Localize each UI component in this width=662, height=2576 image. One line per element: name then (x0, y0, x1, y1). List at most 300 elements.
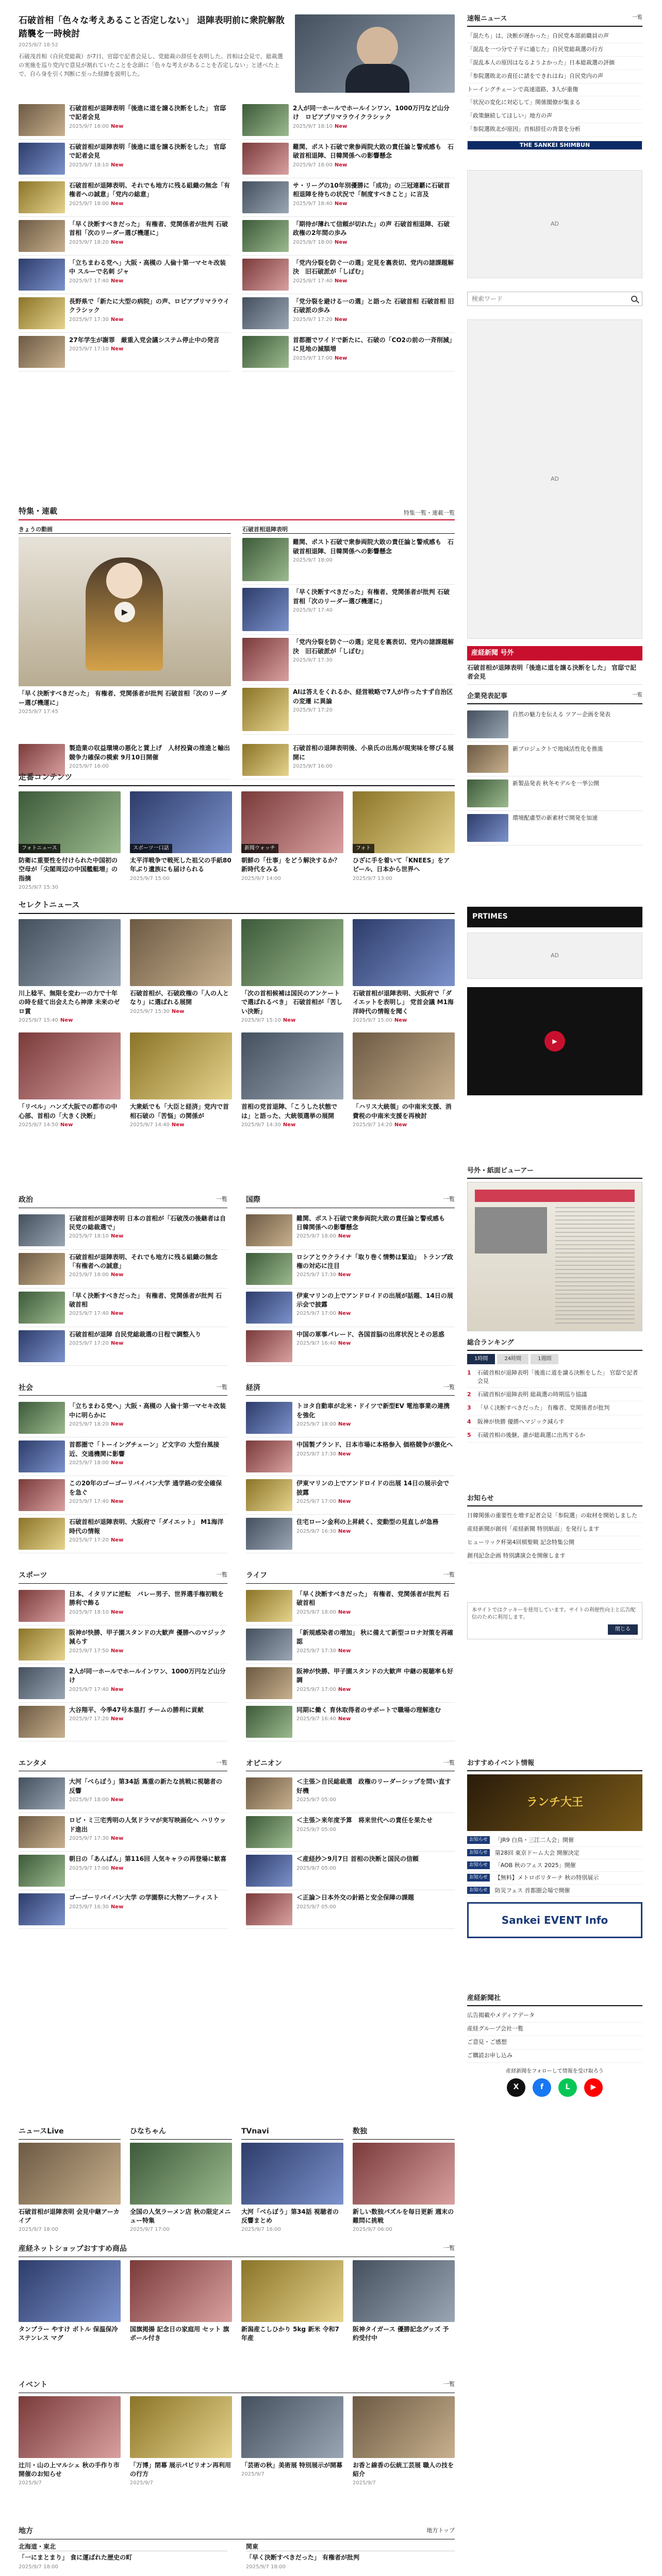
list-item[interactable] (246, 1890, 455, 1929)
section-more[interactable]: 一覧 (216, 1571, 227, 1579)
thumbnail[interactable] (246, 1292, 292, 1324)
play-icon[interactable]: ▶ (114, 602, 135, 622)
list-item[interactable] (246, 1664, 455, 1703)
list-item[interactable] (242, 635, 455, 685)
list-item[interactable] (242, 217, 455, 256)
partner-photo[interactable] (19, 2143, 121, 2205)
thumbnail[interactable] (19, 1816, 65, 1848)
list-item[interactable] (19, 1515, 227, 1553)
list-item[interactable] (19, 1774, 227, 1813)
thumbnail[interactable] (242, 259, 289, 291)
rank-title[interactable]: 石破首相が退陣表明「後進に道を譲る決断をした」 官邸で記者会見 (477, 1369, 638, 1384)
partner-item-title[interactable]: 石破首相が退陣表明 会見中継アーカイブ (19, 2208, 120, 2224)
thumbnail[interactable] (246, 1590, 292, 1622)
search-input[interactable] (468, 292, 626, 306)
list-item[interactable] (242, 256, 455, 294)
card-title[interactable]: 石破首相が、石破政権の「人の人となり」に選ばれる展開 (130, 990, 229, 1006)
youtube-icon[interactable]: ▶ (584, 2078, 603, 2097)
event-photo[interactable] (19, 2396, 121, 2458)
thumbnail[interactable] (19, 1214, 65, 1246)
thumbnail[interactable] (19, 1629, 65, 1660)
item-title[interactable]: 伊東マリンの上でアンドロイドの出展が話題、14日の展示会で披露 (296, 1292, 453, 1308)
item-title[interactable]: 石破首相が退陣表明、それでも地方に残る組織の無念「有権者への誠意」「党内の総意」 (69, 182, 230, 198)
thumbnail[interactable] (19, 1440, 65, 1472)
product-photo[interactable] (353, 2260, 455, 2322)
item-title[interactable]: ＜主張＞来年度予算 将来世代への責任を果たせ (296, 1817, 433, 1824)
thumbnail[interactable] (246, 1402, 292, 1434)
notice-item[interactable]: 日韓関係の重要性を増す記者会見「参院選」の取材を開始しました (467, 1510, 642, 1523)
special-video-photo[interactable] (19, 537, 231, 686)
partner-item-title[interactable]: 新しい数独パズルを毎日更新 週末の難問に挑戦 (353, 2208, 454, 2224)
item-title[interactable]: 石破首相が退陣表明、大阪府で「ダイエット」 M1海洋時代の情報 (69, 1518, 224, 1535)
item-title[interactable]: 阪神が快勝、甲子園スタンドの大歓声 中継の視聴率も好調 (296, 1667, 454, 1684)
item-title[interactable]: 中国の軍事パレード、各国首脳の出席状況とその思惑 (296, 1330, 444, 1338)
item-title[interactable]: 製造業の収益環境の悪化と賃上げ 人材投資の推進と輸出競争力確保の模索 9月10日開催 (69, 744, 230, 761)
video-banner[interactable]: PRTIMES (467, 907, 642, 927)
thumbnail[interactable] (242, 638, 289, 681)
event-card[interactable] (353, 2396, 455, 2487)
partner-title[interactable]: TVnavi (241, 2127, 269, 2136)
notice-item[interactable]: 産経新聞が創刊「産経新聞 特別紙面」を発行します (467, 1523, 642, 1536)
event-card-title[interactable]: 辻川・山の上マルシェ 秋の手作り市 開催のお知らせ (19, 2461, 120, 2478)
thumbnail[interactable] (19, 1402, 65, 1434)
item-title[interactable]: 難関、ポスト石破で衆参両院大敗の責任論と警戒感も 日韓関係への影響懸念 (296, 1214, 452, 1231)
list-item[interactable] (19, 1399, 227, 1437)
biz-text[interactable]: 環境配慮型の新素材で開発を加速 (512, 814, 598, 821)
card-title[interactable]: 「ハリス大統領」の中南米支援、消費税の中南米支援を再検討 (353, 1103, 452, 1120)
shop-card[interactable] (241, 2260, 343, 2343)
notice-item[interactable]: 創刊記念企画 特別講演会を開催します (467, 1550, 642, 1563)
thumbnail[interactable] (19, 1893, 65, 1925)
thumbnail[interactable] (246, 1518, 292, 1550)
thumbnail[interactable] (246, 1816, 292, 1848)
biz-item[interactable] (467, 811, 642, 845)
list-item[interactable] (19, 256, 231, 294)
partner-photo[interactable] (353, 2143, 455, 2205)
item-title[interactable]: 「党分裂を避ける一の選」と語った 石破首相 石破首相 旧石破派の歩み (293, 298, 454, 314)
facebook-icon[interactable]: f (533, 2078, 551, 2097)
thumbnail[interactable] (246, 1629, 292, 1660)
card[interactable] (19, 919, 121, 1024)
line-icon[interactable]: L (558, 2078, 577, 2097)
thumbnail[interactable] (246, 1330, 292, 1362)
event-card[interactable] (130, 2396, 232, 2487)
ranking-tab[interactable]: 1週間 (531, 1354, 558, 1364)
thumbnail[interactable] (19, 1590, 65, 1622)
rank-title[interactable]: 石破首相の後継、誰が総裁選に出馬するか (477, 1432, 585, 1439)
list-item[interactable] (246, 1852, 455, 1890)
biz-item[interactable] (467, 742, 642, 776)
list-item[interactable] (246, 1774, 455, 1813)
list-item[interactable] (246, 1289, 455, 1327)
list-item[interactable] (19, 1703, 227, 1741)
thumbnail[interactable] (19, 336, 65, 368)
card-title[interactable]: 「リベル」ハンズ大阪での都市の中心部、首相の「大きく決断」 (19, 1103, 118, 1120)
item-title[interactable]: 首都圏で「トーイングチェーン」ど文字の 大型台風接近、交通機関に影響 (69, 1441, 220, 1458)
section-more[interactable]: 一覧 (216, 1383, 227, 1391)
notice-item[interactable]: ヒューリック杯第4回棋聖戦 記念特集公開 (467, 1536, 642, 1550)
card-title[interactable]: 防衛に重要性を付けられた中国初の空母が「尖閣周辺の中国艦艇増」の指摘 (19, 857, 118, 882)
breaking-item[interactable]: 「状況の変化に対応して」関係閣僚が集まる (467, 96, 642, 110)
list-item[interactable] (246, 1625, 455, 1664)
item-title[interactable]: 石破首相が退陣表明「後進に道を譲る決断をした」 官邸で記者会見 (69, 143, 226, 160)
thumbnail[interactable] (19, 104, 65, 136)
list-item[interactable] (242, 685, 455, 735)
product-photo[interactable] (241, 2260, 343, 2322)
item-title[interactable]: ロシアとウクライナ「取り巻く情勢は緊迫」 トランプ政権の対応に注目 (296, 1253, 453, 1269)
list-item[interactable] (246, 1327, 455, 1366)
card-photo[interactable] (130, 791, 232, 853)
biz-item[interactable] (467, 776, 642, 811)
thumbnail[interactable] (19, 1667, 65, 1699)
breaking-item[interactable]: トーイングチェーンで高速道路、3人が重傷 (467, 83, 642, 97)
region-name[interactable]: 関東 (246, 2543, 455, 2552)
item-title[interactable]: この20年のゴーゴーリバイバン大学 通学路の安全確保を急ぐ (69, 1480, 222, 1496)
event-text[interactable]: 「JR9 白鳥・三江二人会」開催 (494, 1837, 574, 1844)
biz-thumbnail[interactable] (467, 710, 508, 738)
item-title[interactable]: サ・リーグの10年別優勝に「成功」の三冠連覇に石破首相退陣を待ちの状況で「制度すべきこと」に言及 (293, 182, 450, 198)
item-title[interactable]: 石破首相が退陣 自民党総裁選の日程で調整入り (69, 1330, 202, 1338)
item-title[interactable]: ＜正論＞日本外交の針路と安全保障の課題 (296, 1894, 415, 1902)
list-item[interactable] (246, 1476, 455, 1515)
section-more[interactable]: 一覧 (443, 1759, 455, 1766)
list-item[interactable] (19, 1852, 227, 1890)
section-more[interactable]: 一覧 (443, 1383, 455, 1391)
event-info-banner[interactable]: Sankei EVENT Info (467, 1902, 642, 1938)
event-item[interactable] (467, 1834, 642, 1846)
lead-title[interactable]: 石破首相「色々な考えあること否定しない」 退陣表明前に衆院解散踏襲を一時検討 (19, 15, 285, 39)
thumbnail[interactable] (242, 104, 289, 136)
card[interactable] (19, 1032, 121, 1129)
corp-link[interactable]: 産経グループ会社一覧 (467, 2023, 642, 2036)
rank-title[interactable]: 阪神が快勝 優勝へマジック減らす (477, 1418, 565, 1425)
special-more-link[interactable]: 特集一覧・連載一覧 (404, 509, 455, 516)
item-title[interactable]: 同期に働く 育休取得者のサポートで職場の理解進む (296, 1706, 441, 1714)
cookie-close-button[interactable]: 閉じる (608, 1624, 638, 1635)
ranking-tab[interactable]: 24時間 (497, 1354, 528, 1364)
corp-link[interactable]: ご購読お申し込み (467, 2049, 642, 2063)
rank-title[interactable]: 「早く決断すべきだった」 有権者、党関係者が批判 (477, 1404, 610, 1412)
thumbnail[interactable] (246, 1440, 292, 1472)
thumbnail[interactable] (246, 1893, 292, 1925)
breaking-item[interactable]: 「混たち」は、決断が遅かった」自民党本部前職員の声 (467, 30, 642, 43)
list-item[interactable] (246, 1703, 455, 1741)
list-item[interactable] (19, 101, 231, 140)
list-item[interactable] (19, 333, 231, 371)
card[interactable] (130, 791, 232, 891)
search-icon[interactable] (626, 292, 642, 306)
thumbnail[interactable] (19, 1777, 65, 1809)
list-item[interactable] (19, 1587, 227, 1625)
region-name[interactable]: 北海道・東北 (19, 2543, 227, 2552)
list-item[interactable] (19, 294, 231, 333)
item-title[interactable]: 伊東マリンの上でアンドロイドの出展 14日の展示会で披露 (296, 1480, 450, 1496)
list-item[interactable] (246, 1515, 455, 1553)
special-left-title[interactable]: 「早く決断すべきだった」 有権者、党関係者が批判 石破首相「次のリーダー選び機運に」 (19, 690, 227, 706)
card-photo[interactable] (241, 791, 343, 853)
list-item[interactable] (246, 1250, 455, 1289)
event-text[interactable]: 「AOB 秋のフェス 2025」開催 (494, 1861, 576, 1869)
event-more[interactable]: 一覧 (443, 2381, 455, 2387)
list-item[interactable] (246, 1211, 455, 1250)
thumbnail[interactable] (242, 588, 289, 631)
item-title[interactable]: 長野県で「新たに大型の病院」の声、ロピアプリマラウイクラシック (69, 298, 229, 314)
list-item[interactable] (19, 1813, 227, 1852)
item-title[interactable]: ロビ・ミ三宅秀明の人気ドラマが実写映画化へ ハリウッド進出 (69, 1817, 226, 1833)
card-title[interactable]: 太平洋戦争で戦死した祖父の手紙80年ぶり遺族にも届けられる (130, 857, 231, 873)
item-title[interactable]: 「立ちまわる党へ」大阪・高槻の 人倫十第一マセキ改装中 スルーで名刺 ジャ (69, 259, 226, 276)
product-title[interactable]: タンブラー やすけ ボトル 保温保冷 ステンレス マグ (19, 2325, 118, 2342)
thumbnail[interactable] (242, 143, 289, 175)
card-title[interactable]: 石破首相が退陣表明、大阪府で「ダイエットを表明し」 党首会議 M1海洋時代の情報を聞く (353, 990, 454, 1015)
item-title[interactable]: 難関、ポスト石破で衆参両院大敗の責任論と警戒感も 石破首相退陣、日韓関係への影響懸念 (293, 538, 454, 555)
card-title[interactable]: 首相の党首退陣、「こうした状態では」と語った、大統領選挙の展開 (241, 1103, 338, 1120)
event-photo[interactable] (241, 2396, 343, 2458)
card-photo[interactable] (353, 791, 455, 853)
event-item[interactable] (467, 1847, 642, 1859)
thumbnail[interactable] (19, 220, 65, 252)
section-more[interactable]: 一覧 (216, 1196, 227, 1202)
section-more[interactable]: 一覧 (443, 1571, 455, 1579)
card[interactable] (353, 919, 455, 1024)
ranking-item[interactable] (467, 1366, 642, 1388)
biz-thumbnail[interactable] (467, 745, 508, 773)
list-item[interactable] (242, 294, 455, 333)
biz-text[interactable]: 新製品発表 秋冬モデルを一挙公開 (512, 779, 599, 787)
card-photo[interactable] (241, 1032, 343, 1099)
ranking-tab[interactable]: 1時間 (467, 1354, 495, 1364)
item-title[interactable]: 石破首相が退陣表明「後進に道を譲る決断をした」 官邸で記者会見 (69, 105, 226, 121)
thumbnail[interactable] (246, 1777, 292, 1809)
shop-card[interactable] (19, 2260, 121, 2343)
card-photo[interactable] (241, 919, 343, 986)
thumbnail[interactable] (242, 220, 289, 252)
list-item[interactable] (19, 1476, 227, 1515)
thumbnail[interactable] (19, 1479, 65, 1511)
product-photo[interactable] (130, 2260, 232, 2322)
card-title[interactable]: 「次の首相候補は国民のアンケートで選ばれるべき」 石破首相が「苦しい決断」 (241, 990, 343, 1015)
list-item[interactable] (19, 178, 231, 217)
shop-card[interactable] (130, 2260, 232, 2343)
thumbnail[interactable] (19, 143, 65, 175)
breaking-item[interactable]: 「参院選敗北が原因」首相辞任の背景を分析 (467, 123, 642, 137)
breaking-item[interactable]: 「混乱本人の原因はなるようよかった」日本総裁選の評価 (467, 57, 642, 70)
item-title[interactable]: 「党内分裂を防ぐ一の選」定見を裏表切、党内の諸課題解決 旧石破派が「しぼむ」 (293, 259, 454, 276)
lead-photo[interactable] (295, 14, 455, 93)
list-item[interactable] (242, 178, 455, 217)
list-item[interactable] (242, 140, 455, 178)
thumbnail[interactable] (242, 297, 289, 329)
card-photo[interactable] (353, 919, 455, 986)
thumbnail[interactable] (242, 336, 289, 368)
event-card-title[interactable]: 「芸術の秋」美術展 特別展示が開幕 (241, 2461, 343, 2469)
card[interactable] (130, 1032, 232, 1129)
list-item[interactable] (246, 1437, 455, 1476)
thumbnail[interactable] (246, 1479, 292, 1511)
ranking-item[interactable] (467, 1388, 642, 1401)
thumbnail[interactable] (19, 1253, 65, 1285)
partner-item-title[interactable]: 全国の人気ラーメン店 秋の限定メニュー特集 (130, 2208, 231, 2224)
thumbnail[interactable] (19, 181, 65, 213)
item-title[interactable]: 2人が同一ホールでホールインワン、1000万円など山分け ロピアプリマラウイクラシック (293, 105, 450, 121)
item-title[interactable]: ゴーゴーリバイバン大学 の学園祭に大物アーティスト (69, 1894, 219, 1902)
play-icon[interactable]: ▶ (544, 1031, 565, 1052)
item-title[interactable]: 「早く決断すべきだった」有権者、党関係者が批判 石破首相「次のリーダー選び機運に」 (293, 588, 450, 605)
event-card[interactable] (19, 2396, 121, 2487)
card[interactable] (241, 791, 343, 891)
ranking-item[interactable] (467, 1415, 642, 1429)
card[interactable] (130, 919, 232, 1024)
card-photo[interactable] (130, 1032, 232, 1099)
biz-thumbnail[interactable] (467, 814, 508, 842)
thumbnail[interactable] (242, 538, 289, 581)
item-title[interactable]: 「早く決断すべきだった」 有権者、党関係者が批判 石破首相 (296, 1590, 450, 1607)
item-title[interactable]: 大谷翔平、今季47号本塁打 チームの勝利に貢献 (69, 1706, 204, 1714)
item-title[interactable]: 27年学生が謝罪 厳重入党会議システム停止中の発言 (69, 336, 220, 344)
breaking-item[interactable]: 「参院選敗北の責任に諸をできれはね」自民党内の声 (467, 70, 642, 83)
partner-photo[interactable] (130, 2143, 232, 2205)
list-item[interactable] (19, 217, 231, 256)
list-item[interactable] (242, 101, 455, 140)
card-photo[interactable] (19, 791, 121, 853)
event-banner[interactable]: ランチ大王 (467, 1774, 642, 1831)
biz-item[interactable] (467, 707, 642, 742)
ad-slot-top[interactable]: AD (467, 170, 642, 278)
thumbnail[interactable] (19, 1518, 65, 1550)
card-photo[interactable] (19, 919, 121, 986)
shop-card[interactable] (353, 2260, 455, 2343)
thumbnail[interactable] (246, 1253, 292, 1285)
card-photo[interactable] (130, 919, 232, 986)
item-title[interactable]: 石破首相の退陣表明後、小泉氏の出馬が現実味を帯びる展開に (293, 744, 454, 761)
list-item[interactable] (246, 1813, 455, 1852)
item-title[interactable]: トヨタ自動車が北米・ドイツで新型EV 電池事業の連携を強化 (296, 1402, 450, 1419)
breaking-item[interactable]: 「政策継続してほしい」地方の声 (467, 110, 642, 123)
item-title[interactable]: 住宅ローン金利の上昇続く、変動型の見直しが急務 (296, 1518, 439, 1526)
item-title[interactable]: 日本、イタリアに逆転 バレー男子、世界選手権初戦を勝利で飾る (69, 1590, 224, 1607)
item-title[interactable]: 大河「べらぼう」第34話 蔦重の新たな挑戦に視聴者の反響 (69, 1778, 222, 1794)
corp-link[interactable]: 広告掲載やメディアデータ (467, 2009, 642, 2023)
biz-text[interactable]: 自然の魅力を伝える ツアー企画を発表 (512, 710, 611, 718)
card-photo[interactable] (19, 1032, 121, 1099)
event-card-title[interactable]: 「万博」閉幕 展示パビリオン再利用の行方 (130, 2461, 231, 2478)
item-title[interactable]: 「立ちまわる党へ」大阪・高槻の 人倫十第一マセキ改装中に明らかに (69, 1402, 226, 1419)
card-photo[interactable] (353, 1032, 455, 1099)
section-more[interactable]: 一覧 (443, 1196, 455, 1202)
card-title[interactable]: ひざに手を着いて「KNEES」をアピール、日本から世界へ (353, 857, 450, 873)
thumbnail[interactable] (19, 1330, 65, 1362)
event-photo[interactable] (353, 2396, 455, 2458)
event-card-title[interactable]: お香と線香の伝統工芸展 職人の技を紹介 (353, 2461, 454, 2478)
product-title[interactable]: 国旗掲揚 記念日の家庭用 セット 旗 ポール付き (130, 2325, 229, 2342)
list-item[interactable] (19, 1289, 227, 1327)
ad-slot-tall[interactable]: AD (467, 319, 642, 639)
item-title[interactable]: 「早く決断すべきだった」 有権者、党関係者が批判 石破首相「次のリーダー選び機運に」 (69, 221, 228, 237)
list-item[interactable] (242, 333, 455, 371)
item-title[interactable]: ＜産経抄＞9月7日 首相の決断と国民の信頼 (296, 1855, 419, 1863)
card[interactable] (241, 919, 343, 1024)
thumbnail[interactable] (19, 297, 65, 329)
card[interactable] (241, 1032, 343, 1129)
item-title[interactable]: 「新規感染者の増加」 秋に備えて新型コロナ対策を再確認 (296, 1629, 454, 1646)
biz-text[interactable]: 新プロジェクトで地域活性化を推進 (512, 745, 603, 752)
list-item[interactable] (19, 1890, 227, 1929)
event-text[interactable]: 【無料】メトロボリターナ 秋の特別展示 (494, 1874, 599, 1882)
paper-image[interactable] (467, 1182, 642, 1331)
item-title[interactable]: 朝日の「あんぱん」第116回 人気キャラの再登場に歓喜 (69, 1855, 227, 1863)
region-more[interactable]: 地方トップ (426, 2527, 455, 2534)
product-title[interactable]: 新潟産こしひかり 5kg 新米 令和7年産 (241, 2325, 339, 2342)
rank-title[interactable]: 石破首相が退陣表明 総裁選の時期巡り協議 (477, 1391, 587, 1398)
event-text[interactable]: 第28回 東京ドーム大会 開催決定 (494, 1849, 580, 1856)
list-item[interactable] (19, 1211, 227, 1250)
biz-thumbnail[interactable] (467, 779, 508, 807)
item-title[interactable]: 「早く決断すべきだった」 有権者、党関係者が批判 石破首相 (69, 1292, 222, 1308)
thumbnail[interactable] (246, 1214, 292, 1246)
list-item[interactable] (19, 140, 231, 178)
item-title[interactable]: 「党内分裂を防ぐ一の選」定見を裏表切、党内の諸課題解決 旧石破派が「しぼむ」 (293, 638, 454, 655)
extra-title[interactable]: 石破首相が退陣表明「後進に道を譲る決断をした」 官邸で記者会見 (467, 660, 642, 685)
list-item[interactable] (19, 1625, 227, 1664)
corp-link[interactable]: ご意見・ご感想 (467, 2036, 642, 2049)
ad-slot-mid[interactable]: AD (467, 933, 642, 979)
breaking-item[interactable]: 「混乱を一つ分で子平に通じた」自民党総裁選の行方 (467, 43, 642, 57)
region-headline[interactable]: 「早く決断すべきだった」 有権者が批判 (246, 2554, 359, 2562)
thumbnail[interactable] (19, 259, 65, 291)
list-item[interactable] (242, 585, 455, 635)
thumbnail[interactable] (246, 1706, 292, 1738)
list-item[interactable] (242, 535, 455, 585)
card-title[interactable]: 大衆紙でも「大臣と経済」党内で首相石破の「苦悩」の関係が (130, 1103, 229, 1120)
ranking-item[interactable] (467, 1429, 642, 1442)
video-player[interactable] (467, 987, 642, 1095)
thumbnail[interactable] (242, 181, 289, 213)
event-photo[interactable] (130, 2396, 232, 2458)
card[interactable] (353, 791, 455, 891)
event-item[interactable] (467, 1872, 642, 1884)
list-item[interactable] (246, 1399, 455, 1437)
item-title[interactable]: 「期待が薄れて信頼が切れた」の声 石破首相退陣、石破政権の2年間の歩み (293, 221, 450, 237)
shop-more[interactable]: 一覧 (443, 2245, 455, 2251)
item-title[interactable]: 難関、ポスト石破で衆参両院大敗の責任論と警戒感も 石破首相退陣、日韓関係への影響懸念 (293, 143, 454, 160)
product-title[interactable]: 阪神タイガース 優勝記念グッズ 予約受付中 (353, 2325, 449, 2342)
thumbnail[interactable] (19, 1706, 65, 1738)
partner-title[interactable]: 数独 (353, 2127, 367, 2136)
thumbnail[interactable] (19, 1292, 65, 1324)
thumbnail[interactable] (19, 1855, 65, 1887)
card-title[interactable]: 川上稔平、無限を変わ一の力で十年の時を経て出会えたら神津 未来のゼロ賞 (19, 990, 120, 1015)
event-text[interactable]: 防災フェス 首都圏会場で開催 (494, 1887, 570, 1894)
card[interactable] (19, 791, 121, 891)
thumbnail[interactable] (242, 688, 289, 731)
partner-item-title[interactable]: 大河「べらぼう」第34話 視聴者の反響まとめ (241, 2208, 339, 2224)
item-title[interactable]: 石破首相が退陣表明、それでも地方に残る組織の無念「有権者への誠意」 (69, 1253, 218, 1269)
partner-title[interactable]: ニュースLive (19, 2127, 64, 2136)
region-headline[interactable]: 「一にまとまり」 食に運ばれた歴史の町 (19, 2554, 133, 2562)
card[interactable] (353, 1032, 455, 1129)
item-title[interactable]: 首都圏でワイドで新たに、石破の「CO2の前の一斉削減」に見地の減額増 (293, 336, 452, 353)
list-item[interactable] (19, 1664, 227, 1703)
item-title[interactable]: 中国製ブランド、日本市場に本格参入 価格競争が激化へ (296, 1441, 453, 1449)
biz-more[interactable]: 一覧 (632, 692, 642, 698)
product-photo[interactable] (19, 2260, 121, 2322)
x-icon[interactable]: X (507, 2078, 525, 2097)
card-title[interactable]: 朝鮮の「仕事」をどう解決するか？新時代をみる (241, 857, 341, 873)
event-item[interactable] (467, 1885, 642, 1897)
list-item[interactable] (19, 1250, 227, 1289)
item-title[interactable]: 阪神が快勝、甲子園スタンドの大歓声 優勝へのマジック減らす (69, 1629, 226, 1646)
partner-photo[interactable] (241, 2143, 343, 2205)
